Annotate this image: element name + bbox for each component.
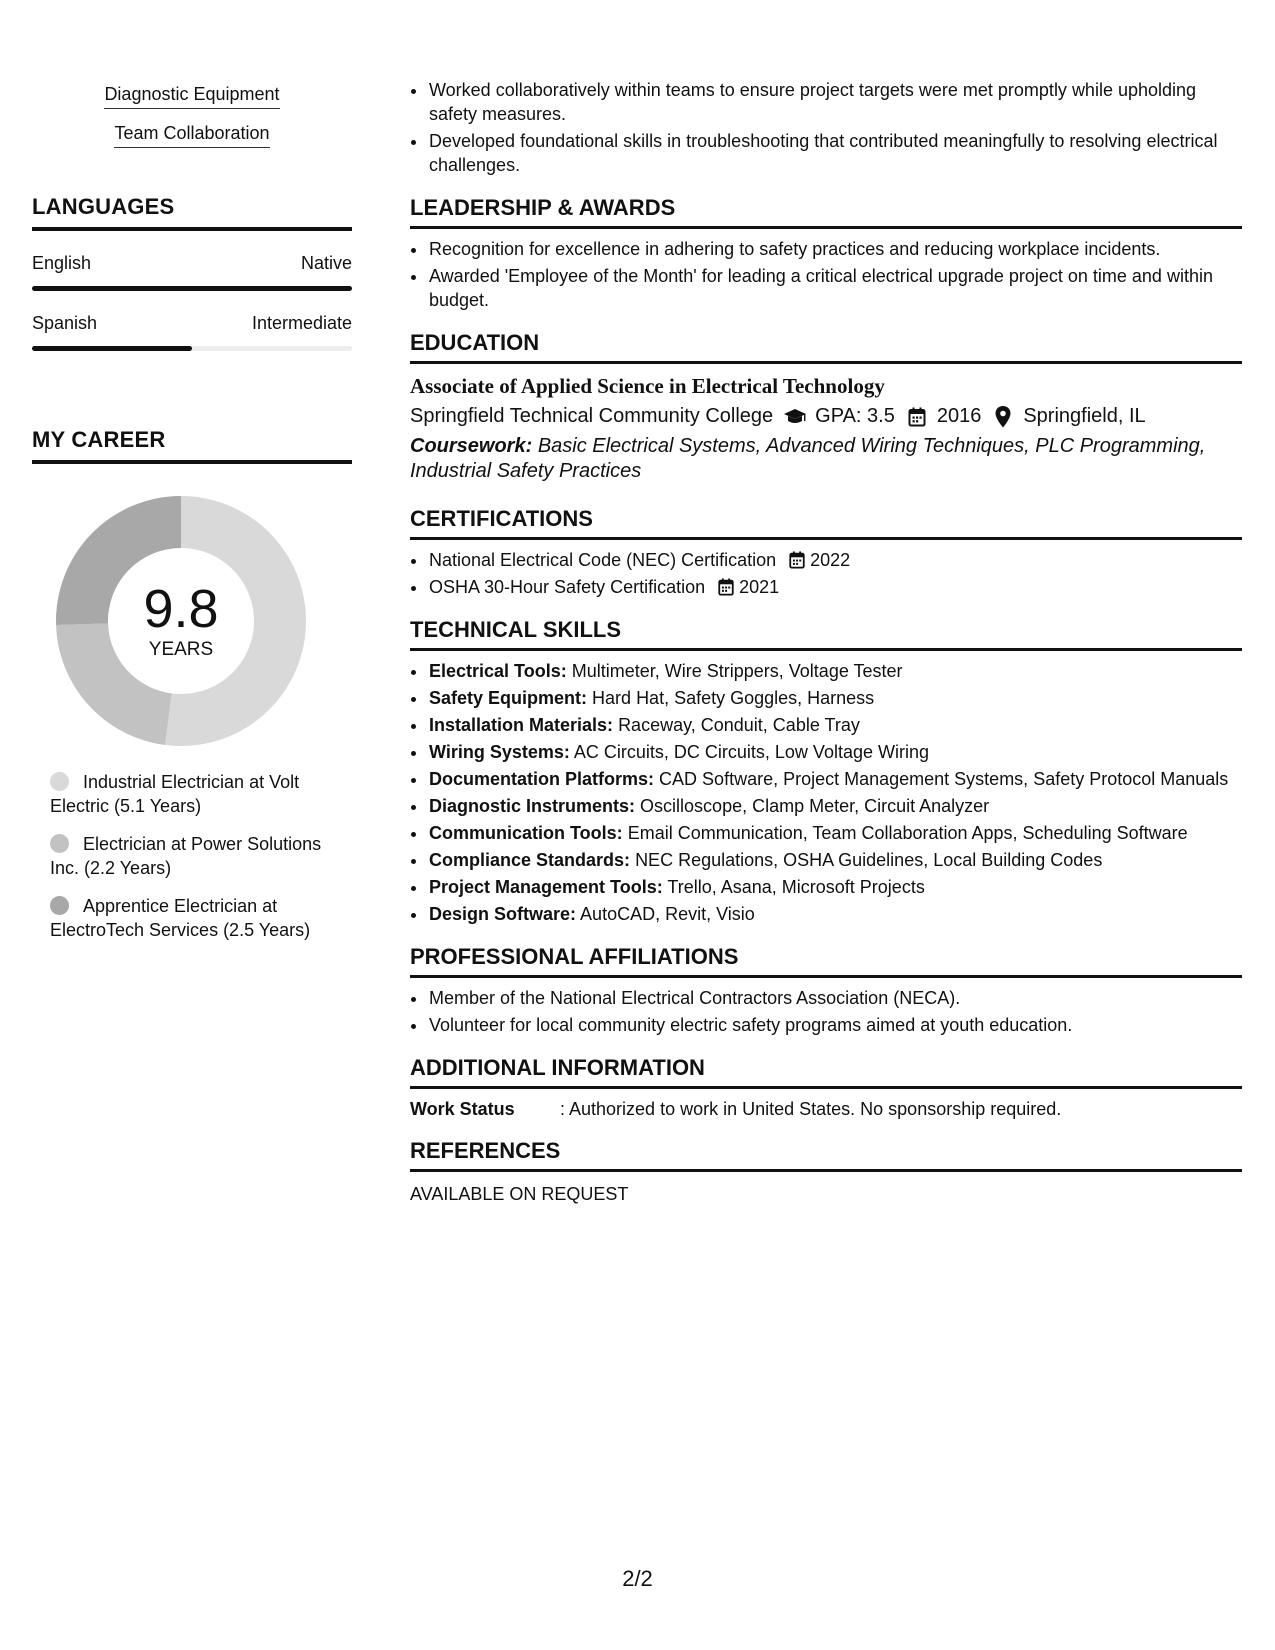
coursework-label: Coursework:: [410, 435, 533, 457]
education-school: Springfield Technical Community College: [410, 405, 774, 427]
calendar-icon: [788, 551, 806, 569]
skill-item: • Wiring Systems: AC Circuits, DC Circuits, Low Voltage Wiring: [428, 740, 1242, 764]
language-item: [32, 253, 352, 291]
legend-dot: [50, 896, 69, 915]
additional-info-section: [410, 1055, 1242, 1120]
skill-item: • Communication Tools: Email Communication, Team Collaboration Apps, Scheduling Software: [428, 821, 1242, 845]
legend-dot: [50, 834, 69, 853]
calendar-icon: [717, 578, 735, 596]
leadership-bullet: • Awarded 'Employee of the Month' for leading a critical electrical upgrade project on time and within budget.: [428, 264, 1242, 312]
references-section: [410, 1138, 1242, 1205]
main-content: [410, 78, 1242, 1205]
career-section: [32, 427, 352, 942]
leadership-section: [410, 195, 1242, 312]
work-status-label: Work Status: [410, 1099, 515, 1119]
education-year: 2016: [936, 405, 982, 427]
language-bar-fill: [32, 346, 192, 351]
graduation-cap-icon: [783, 406, 807, 428]
language-item: [32, 313, 352, 351]
affiliation-item: • Volunteer for local community electric safety programs aimed at youth education.: [428, 1013, 1242, 1037]
skill-tag: Team Collaboration: [32, 123, 352, 148]
language-bar: [32, 346, 352, 351]
education-heading: EDUCATION: [410, 330, 1242, 364]
skill-item: • Electrical Tools: Multimeter, Wire Strippers, Voltage Tester: [428, 659, 1242, 683]
career-total-years: 9.8: [143, 579, 219, 639]
affiliation-item: • Member of the National Electrical Contractors Association (NECA).: [428, 986, 1242, 1010]
skill-item: • Project Management Tools: Trello, Asana, Microsoft Projects: [428, 875, 1242, 899]
certifications-section: [410, 506, 1242, 599]
affiliations-section: [410, 944, 1242, 1037]
language-name: English: [32, 253, 92, 273]
coursework-value: Basic Electrical Systems, Advanced Wiring Techniques, PLC Programming, Industrial Safety Practices: [410, 435, 1206, 482]
career-legend-item: Industrial Electrician at Volt Electric (5.1 Years): [50, 772, 300, 816]
education-location: Springfield, IL: [1023, 405, 1146, 427]
location-pin-icon: [991, 406, 1015, 428]
additional-info-heading: ADDITIONAL INFORMATION: [410, 1055, 1242, 1089]
languages-heading: LANGUAGES: [32, 194, 352, 231]
career-heading: MY CAREER: [32, 427, 352, 464]
language-name: Spanish: [32, 313, 98, 333]
education-coursework: [410, 434, 1242, 484]
legend-dot: [50, 772, 69, 791]
skill-tag: Diagnostic Equipment: [32, 84, 352, 109]
career-legend-item: Apprentice Electrician at ElectroTech Services (2.5 Years): [50, 896, 311, 940]
sidebar: [32, 84, 352, 956]
language-bar-fill: [32, 286, 352, 291]
education-section: [410, 330, 1242, 484]
language-bar: [32, 286, 352, 291]
career-legend-item: Electrician at Power Solutions Inc. (2.2 Years): [50, 834, 322, 878]
page-number: 2/2: [622, 1566, 653, 1591]
education-degree: Associate of Applied Science in Electrical Technology: [410, 374, 885, 398]
experience-bullet: • Worked collaboratively within teams to ensure project targets were met promptly while upholding safety measures.: [428, 78, 1242, 126]
certification-item: • OSHA 30-Hour Safety Certification 2021: [428, 575, 1242, 599]
leadership-bullet: • Recognition for excellence in adhering to safety practices and reducing workplace incidents.: [428, 237, 1242, 261]
certifications-heading: CERTIFICATIONS: [410, 506, 1242, 540]
technical-skills-heading: TECHNICAL SKILLS: [410, 617, 1242, 651]
skill-item: • Design Software: AutoCAD, Revit, Visio: [428, 902, 1242, 926]
education-gpa: GPA: 3.5: [815, 405, 895, 427]
skill-item: • Safety Equipment: Hard Hat, Safety Goggles, Harness: [428, 686, 1242, 710]
languages-section: [32, 194, 352, 351]
donut-center: [56, 496, 306, 746]
language-level: Intermediate: [251, 313, 352, 333]
skill-item: • Documentation Platforms: CAD Software, Project Management Systems, Safety Protocol Manuals: [428, 767, 1242, 791]
education-details: [410, 405, 1242, 428]
skill-item: • Installation Materials: Raceway, Conduit, Cable Tray: [428, 713, 1242, 737]
work-status-value: : Authorized to work in United States. No sponsorship required.: [560, 1099, 1062, 1119]
career-legend: [50, 770, 340, 942]
calendar-icon: [905, 406, 929, 428]
leadership-heading: LEADERSHIP & AWARDS: [410, 195, 1242, 229]
technical-skills-section: [410, 617, 1242, 926]
language-level: Native: [300, 253, 352, 273]
experience-bullet: • Developed foundational skills in troubleshooting that contributed meaningfully to resolving electrical challenges.: [428, 129, 1242, 177]
references-heading: REFERENCES: [410, 1138, 1242, 1172]
affiliations-heading: PROFESSIONAL AFFILIATIONS: [410, 944, 1242, 978]
certification-item: • National Electrical Code (NEC) Certification 2022: [428, 548, 1242, 572]
skill-item: • Compliance Standards: NEC Regulations, OSHA Guidelines, Local Building Codes: [428, 848, 1242, 872]
skill-item: • Diagnostic Instruments: Oscilloscope, Clamp Meter, Circuit Analyzer: [428, 794, 1242, 818]
career-years-unit: YEARS: [148, 639, 214, 660]
career-donut-chart: [56, 496, 306, 746]
work-status-row: [410, 1099, 1242, 1120]
references-text: AVAILABLE ON REQUEST: [410, 1184, 629, 1204]
experience-continued-list: [410, 78, 1242, 177]
